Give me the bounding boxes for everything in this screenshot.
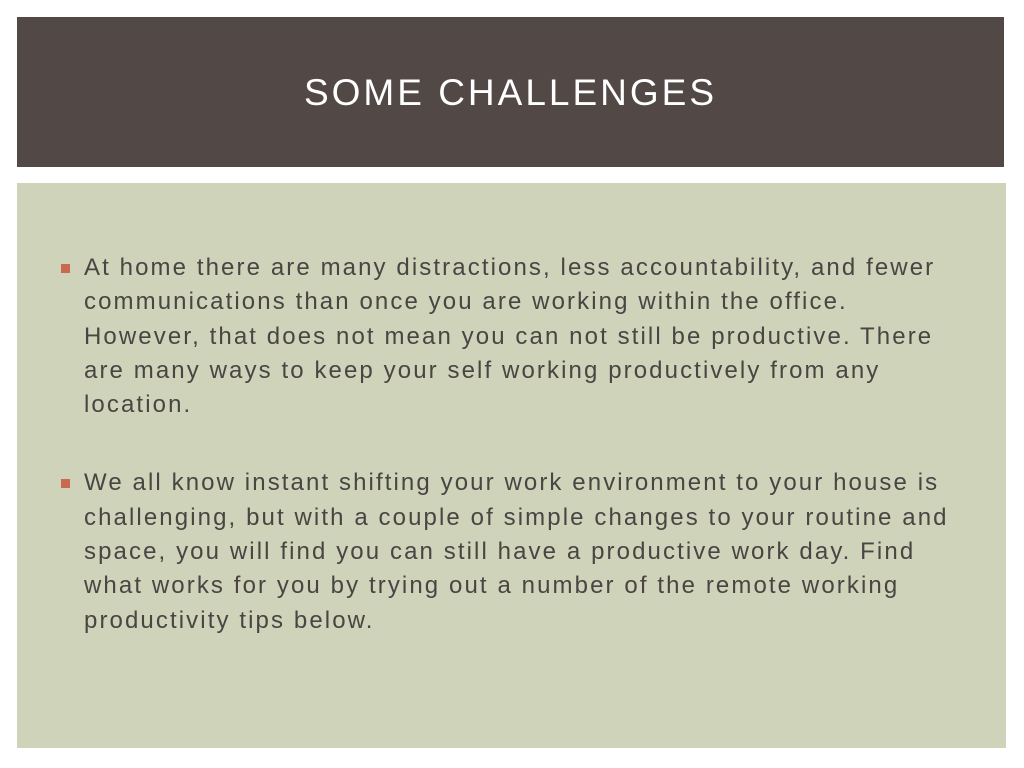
bullet-item bbox=[61, 251, 961, 422]
title-bar bbox=[17, 17, 1004, 167]
bullet-text: We all know instant shifting your work environment to your house is challenging, but with a couple of simple changes to your routine and space, you will find you can still have a productive work day. Find what works for you by trying out a number of the remote working productivity tips below. bbox=[84, 469, 949, 634]
bullet-text: At home there are many distractions, less accountability, and fewer communications than once you are working within the office. However, that does not mean you can not still be productive. There are many ways to keep your self working productively from any location. bbox=[84, 254, 936, 419]
content-panel bbox=[17, 183, 1006, 748]
bullet-list bbox=[61, 251, 961, 682]
square-bullet-icon bbox=[61, 479, 70, 488]
square-bullet-icon bbox=[61, 264, 70, 273]
slide-title: SOME CHALLENGES bbox=[303, 72, 718, 113]
bullet-item bbox=[61, 466, 961, 637]
